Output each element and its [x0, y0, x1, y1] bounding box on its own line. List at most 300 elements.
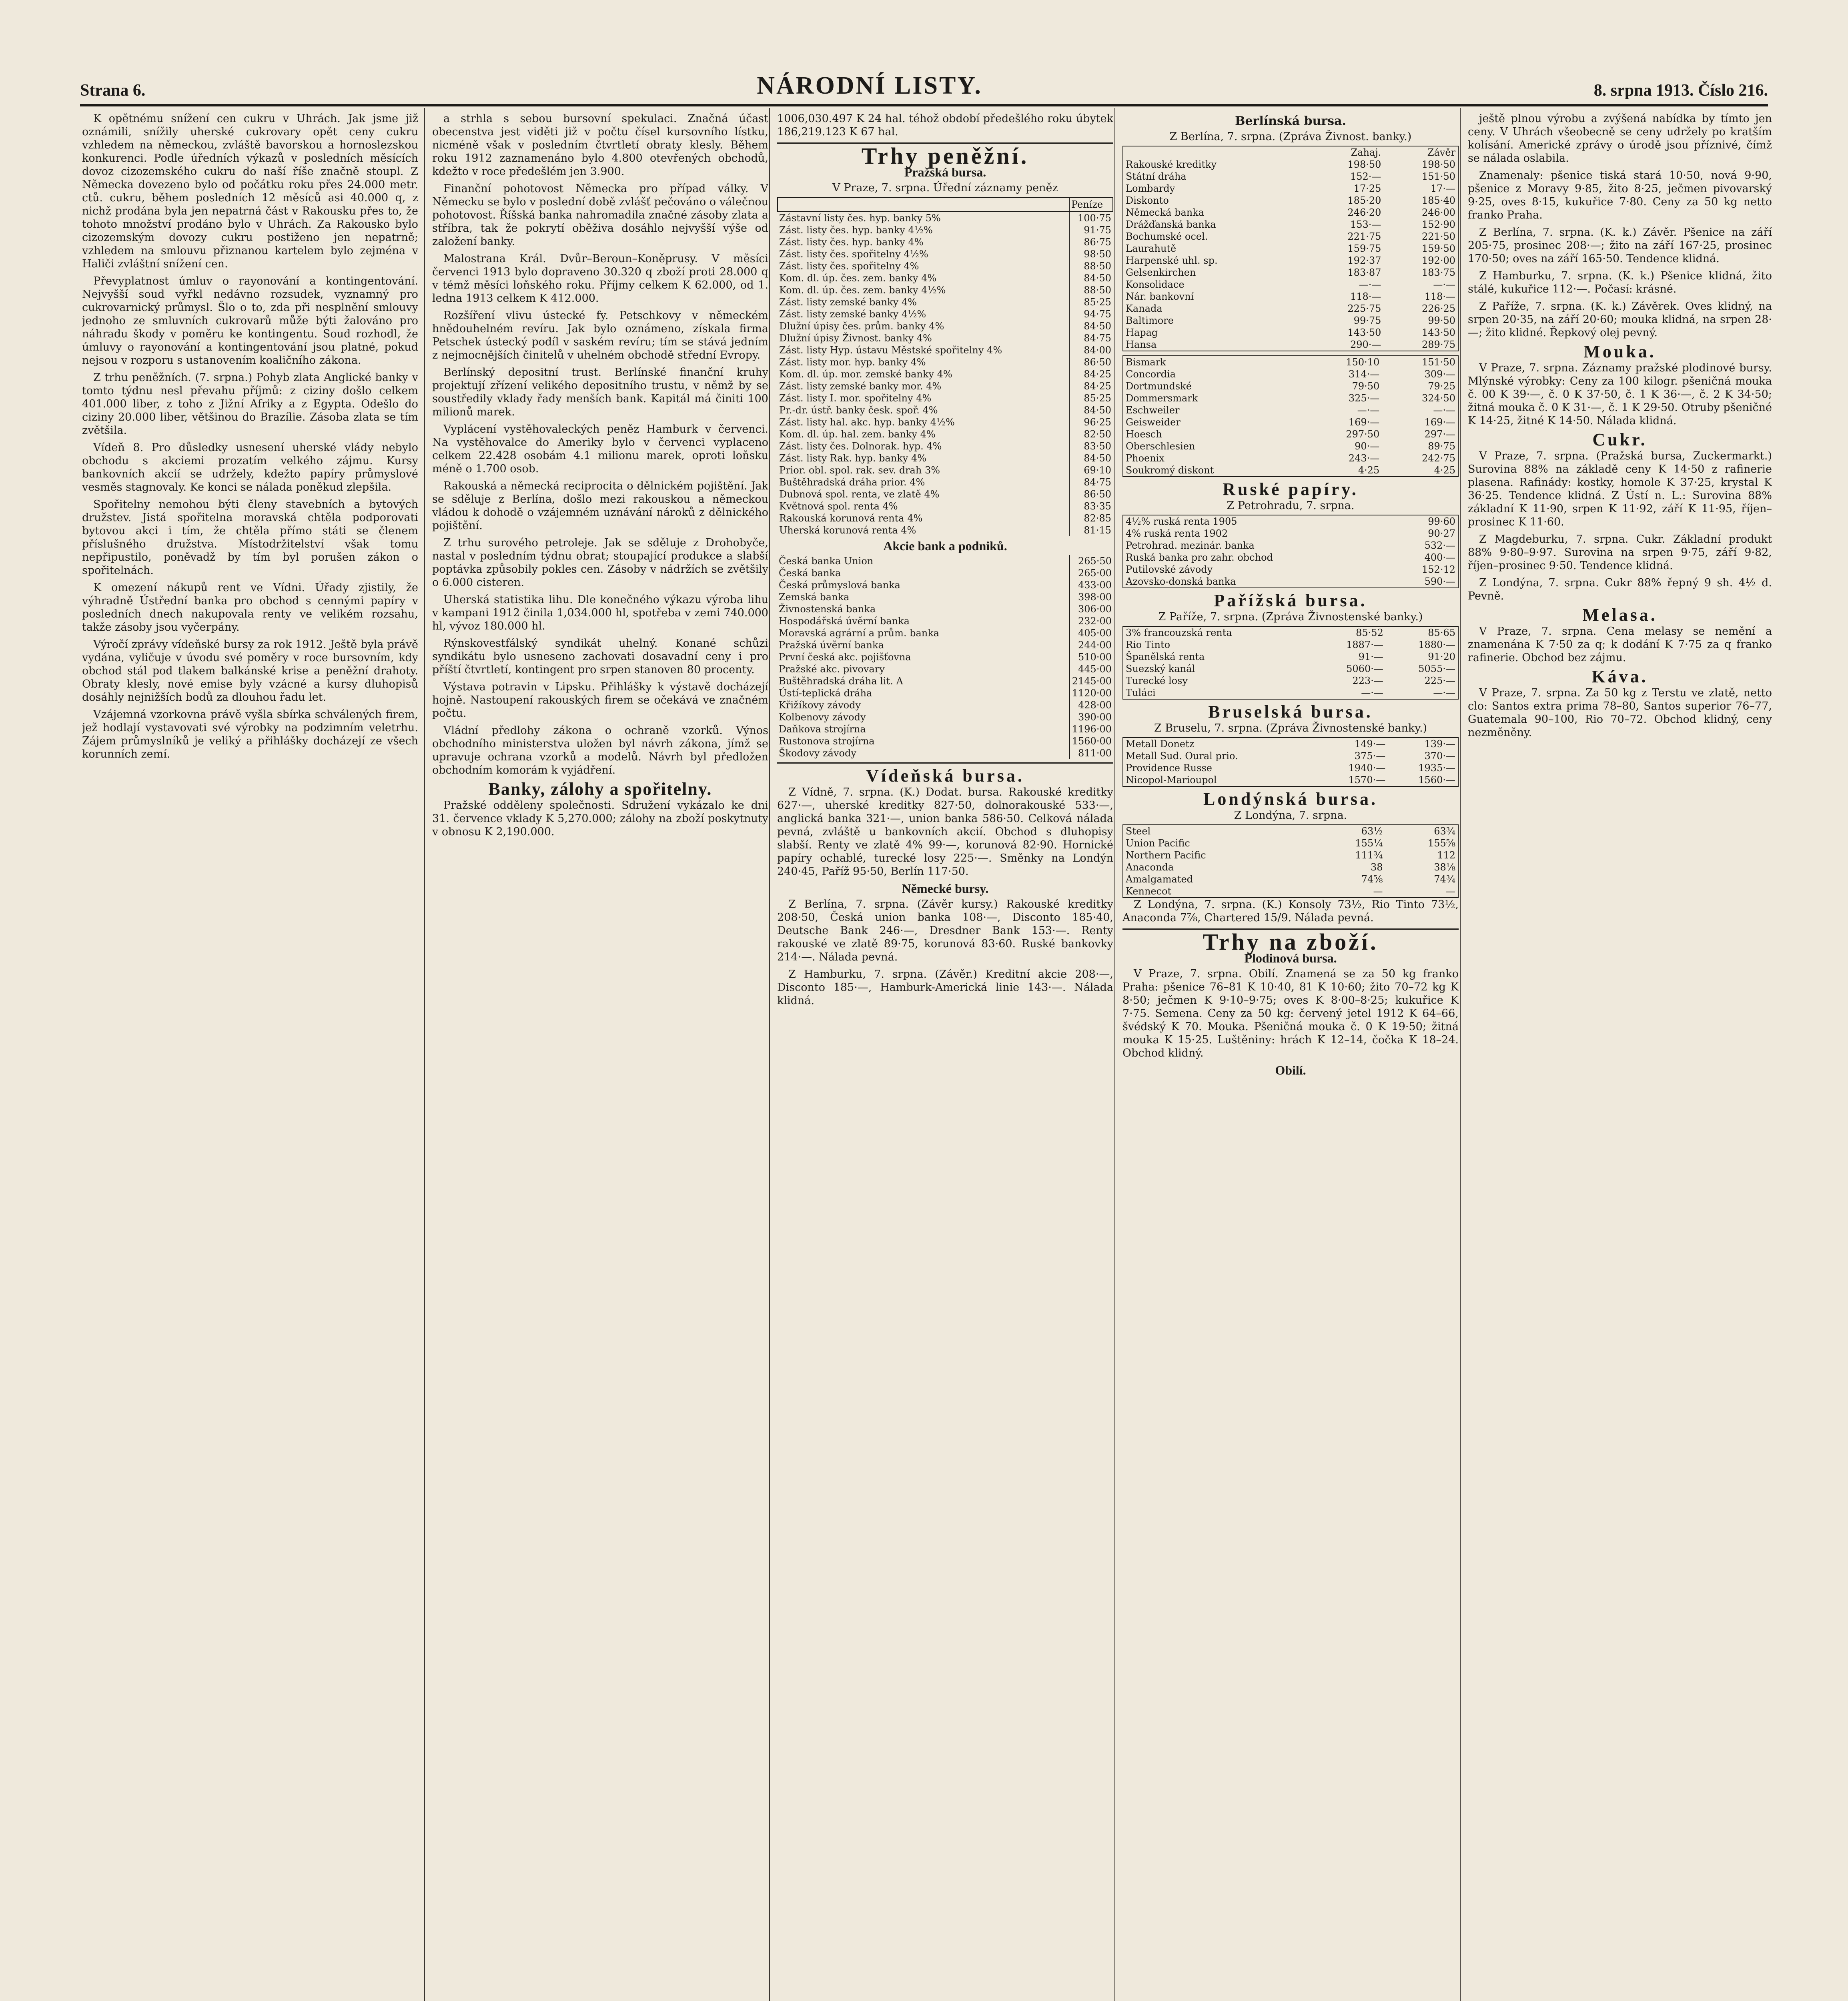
- opening-rate: 325·—: [1348, 393, 1380, 404]
- security-name: Diskonto: [1126, 195, 1169, 206]
- table-row: [1123, 158, 1458, 170]
- table-row: [778, 260, 1113, 272]
- table-row: [778, 464, 1113, 476]
- security-name: 4% ruská renta 1902: [1126, 528, 1228, 539]
- table-row: [777, 555, 1113, 567]
- rate-value: 99·60: [1428, 516, 1455, 527]
- table-row: [1123, 327, 1458, 339]
- security-name: Bochumské ocel.: [1126, 231, 1208, 242]
- table-row: [1123, 392, 1458, 404]
- table-row: [1123, 861, 1458, 873]
- rate-value: 88·50: [1069, 260, 1113, 272]
- table-row: [1123, 416, 1458, 428]
- security-name: Hapag: [1126, 327, 1158, 338]
- opening-rate: 149·—: [1354, 738, 1386, 750]
- rate-value: 84·25: [1069, 368, 1113, 380]
- security-name: Phoenix: [1126, 453, 1165, 464]
- opening-rate: 143·50: [1347, 327, 1381, 338]
- security-name: Kennecot: [1126, 886, 1172, 897]
- column-3: [777, 112, 1113, 2001]
- opening-rate: 192·37: [1347, 255, 1381, 266]
- table-row: [1123, 315, 1458, 327]
- col-header-money: Peníze: [1069, 197, 1113, 212]
- closing-rate: —·—: [1433, 279, 1455, 290]
- prague-rates-table: [777, 197, 1113, 536]
- table-row: [777, 567, 1113, 579]
- opening-rate: 111¾: [1355, 850, 1383, 861]
- article-rayon-quota: Převyplatnost úmluv o rayonování a kontingentování. Nejvyšší soud vyřkl nedávno rozsudek, vyznamný pro cukrovarnický průmysl. Šlo o to, zda při nesplnění smlouvy jednoho ze smluvních cukrovarů může býti žalováno pro náhradu škody v poměru ke kontingentu. Soud rozhodl, že úmluvy o rayonování a kontingentování jsou platné, pokud nejsou v rozporu s ustanovením koaličního zákona.: [82, 275, 418, 367]
- table-row: [778, 284, 1113, 296]
- table-row: [1123, 368, 1458, 380]
- rate-value: 85·25: [1069, 392, 1113, 404]
- col-header-open: Zahaj.: [1351, 147, 1381, 158]
- table-row: [1123, 515, 1458, 527]
- opening-rate: 85·52: [1356, 627, 1383, 638]
- shares-heading: Akcie bank a podniků.: [883, 539, 1007, 553]
- security-name: Živnostenská banka: [779, 604, 876, 615]
- rate-value: 84·25: [1069, 380, 1113, 392]
- prague-exchange-subtitle: V Praze, 7. srpna. Úřední záznamy peněz: [832, 182, 1058, 194]
- rate-value: 82·85: [1069, 512, 1113, 524]
- paris-rates-table: [1122, 626, 1459, 700]
- article-petschek: Rozšíření vlivu ústecké fy. Petschkovy v německém hnědouhelném revíru. Jak bylo oznámeno, získala firma Petschek ústecký podíl v saském revíru; tím se stává jedním z nejmocnějších činitelů v uhelném obchodě střední Evropy.: [432, 309, 768, 361]
- security-name: Zást. listy zemské banky 4½%: [779, 309, 926, 320]
- security-name: Zást. listy zemské banky mor. 4%: [779, 381, 942, 392]
- prague-exchange-heading: Pražská bursa.: [904, 165, 986, 179]
- rate-value: 306·00: [1070, 603, 1113, 615]
- opening-rate: 223·—: [1352, 675, 1383, 686]
- table-row: [777, 615, 1113, 627]
- column-divider: [769, 108, 770, 2001]
- security-name: Dommersmark: [1126, 393, 1198, 404]
- security-name: Drážďanská banka: [1126, 219, 1216, 230]
- security-name: Německá banka: [1126, 207, 1205, 218]
- table-row: [1123, 303, 1458, 315]
- opening-rate: 4·25: [1358, 465, 1380, 476]
- table-row: [1123, 527, 1458, 539]
- table-row: [778, 380, 1113, 392]
- security-name: Nár. bankovní: [1126, 291, 1194, 302]
- closing-rate: 151·50: [1422, 171, 1455, 182]
- security-name: Rio Tinto: [1126, 639, 1171, 650]
- security-name: Buštěhradská dráha prior. 4%: [779, 477, 925, 488]
- table-row: [1123, 356, 1458, 368]
- security-name: Bismark: [1126, 357, 1166, 368]
- article-flour: V Praze, 7. srpna. Záznamy pražské plodinové bursy. Mlýnské výrobky: Ceny za 100 kilogr. pšeničná mouka č. 00 K 39·—, č. 0 K 37·50, č. 1 K 36·—, č. 2 K 34·50; žitná mouka č. 0 K 31·—, č. 1 K 29·50. Otruby pšeničné K 14·25, žitné K 14·50. Nálada klidná.: [1468, 362, 1772, 427]
- security-name: Anaconda: [1126, 862, 1174, 873]
- column-5: [1468, 112, 1772, 2001]
- security-name: Křižíkovy závody: [779, 700, 861, 711]
- table-row: [777, 687, 1113, 699]
- russian-rates-table: [1122, 515, 1459, 588]
- table-row: [778, 452, 1113, 464]
- article-vienna-exchange-report: Výročí zprávy vídeňské bursy za rok 1912. Ještě byla právě vydána, vyličuje v úvodu své poměry v roce bursovním, kdy obchod stál pod tlakem balkánské krise a peněžní drahoty. Obraty klesly, nové emise byly vzácné a kursy dluhopisů dosáhly nejnižších bodů za dlouhou řadu let.: [82, 638, 418, 704]
- article-hamburg-grain: Z Hamburku, 7. srpna. (K. k.) Pšenice klidná, žito stálé, kukuřice 112·—. Počasí: krásné.: [1468, 270, 1772, 295]
- security-name: Baltimore: [1126, 315, 1174, 326]
- security-name: Dlužní úpisy Živnost. banky 4%: [779, 333, 932, 344]
- security-name: Metall Donetz: [1126, 738, 1195, 750]
- table-row: [777, 579, 1113, 591]
- article-paris-grain: Z Paříže, 7. srpna. (K. k.) Závěrek. Oves klidný, na srpen 20·35, na září 20·60; mouka klidná, na srpen 28·—; žito klidné. Řepkový olej pevný.: [1468, 300, 1772, 339]
- table-row: [1123, 626, 1458, 639]
- table-row: [1123, 182, 1458, 194]
- table-row: [1123, 404, 1458, 416]
- rate-value: 69·10: [1069, 464, 1113, 476]
- table-row: [1123, 551, 1458, 563]
- article-vienna: Vídeň 8. Pro důsledky usnesení uherské vlády nebylo obchodu s akciemi prozatím velkého zájmu. Kursy bankovních akcií se udržely, kdežto papíry průmyslové vesměs stagnovaly. Ke konci se nálada poněkud zlepšila.: [82, 441, 418, 493]
- article-berlin-trust: Berlínský depositní trust. Berlínské finanční kruhy projektují zřízení velikého depositního trustu, v němž by se soustředily vklady řady menších bank. Kapitál má činiti 100 milionů marek.: [432, 366, 768, 418]
- security-name: Španělská renta: [1126, 651, 1205, 662]
- paris-exchange-subtitle: Z Paříže, 7. srpna. (Zpráva Živnostenské banky.): [1158, 611, 1423, 623]
- rate-value: 1196·00: [1070, 723, 1113, 735]
- rate-value: 445·00: [1070, 663, 1113, 675]
- article-sugar-magdeburg: Z Magdeburku, 7. srpna. Cukr. Základní produkt 88% 9·80–9·97. Surovina na srpen 9·75, září 9·82, říjen–prosinec 9·50. Tendence klidná.: [1468, 533, 1772, 572]
- table-row: [777, 639, 1113, 651]
- table-row: [1123, 452, 1458, 464]
- london-rates-table: [1122, 824, 1459, 898]
- molasses-heading: Melasa.: [1582, 605, 1658, 625]
- security-name: Tuláci: [1126, 687, 1156, 698]
- opening-rate: 74⅝: [1361, 874, 1383, 885]
- section-heading-banks: Banky, zálohy a spořitelny.: [488, 779, 712, 799]
- column-divider: [1114, 108, 1115, 2001]
- opening-rate: 118·—: [1350, 291, 1381, 302]
- opening-rate: 198·50: [1347, 159, 1381, 170]
- rate-value: 86·75: [1069, 236, 1113, 248]
- rate-value: 84·75: [1069, 332, 1113, 344]
- closing-rate: 74¾: [1434, 874, 1455, 885]
- vienna-exchange-heading: Vídeňská bursa.: [866, 766, 1024, 786]
- closing-rate: 192·00: [1422, 255, 1455, 266]
- security-name: Oberschlesien: [1126, 441, 1195, 452]
- security-name: Zást. listy Hyp. ústavu Městské spořitelny 4%: [779, 345, 1002, 356]
- security-name: Rakouská korunová renta 4%: [779, 513, 923, 524]
- security-name: Nicopol-Marioupol: [1126, 774, 1217, 786]
- table-row: [778, 344, 1113, 356]
- rate-value: 100·75: [1069, 212, 1113, 224]
- opening-rate: 297·50: [1346, 429, 1380, 440]
- table-row: [778, 224, 1113, 236]
- rate-value: 152·12: [1422, 564, 1455, 575]
- security-name: Škodovy závody: [779, 748, 856, 759]
- closing-rate: 309·—: [1424, 369, 1455, 380]
- security-name: Rustonova strojírna: [779, 736, 875, 747]
- opening-rate: 221·75: [1347, 231, 1381, 242]
- opening-rate: —·—: [1359, 279, 1381, 290]
- berlin-exchange-text: Z Berlína, 7. srpna. (Závěr kursy.) Rakouské kreditky 208·50, Česká union banka 108·—, Disconto 185·40, Deutsche Bank 246·—, Dresdner Bank 153·—. Renty rakouské ve zlatě 89·75, korunová 83·60. Ruské bankovky 214·—. Nálada pevná.: [777, 898, 1113, 963]
- table-row: [1123, 279, 1458, 291]
- column-divider: [424, 108, 425, 2001]
- table-row: [1123, 219, 1458, 231]
- article-petroleum: Z trhu surového petroleje. Jak se sděluje z Drohobyče, nastal v posledním týdnu obrat; stoupající produkce a slabší poptávka způsobily pokles cen. Zásoby v nádržích se zvětšily o 6.000 cisteren.: [432, 537, 768, 589]
- coffee-heading: Káva.: [1591, 667, 1648, 686]
- security-name: Rakouské kreditky: [1126, 159, 1217, 170]
- security-name: Pr.-dr. ústř. banky česk. spoř. 4%: [779, 405, 938, 416]
- security-name: Eschweiler: [1126, 405, 1180, 416]
- security-name: Pražská úvěrní banka: [779, 640, 884, 651]
- article-food-exhibition: Výstava potravin v Lipsku. Přihlášky k výstavě docházejí hojně. Nastoupení rakouských firem se očekává ve značném počtu.: [432, 681, 768, 720]
- security-name: Uherská korunová renta 4%: [779, 525, 916, 536]
- rate-value: 85·25: [1069, 296, 1113, 308]
- closing-rate: 17·—: [1430, 183, 1455, 194]
- rate-value: 390·00: [1070, 711, 1113, 723]
- article-coal-syndicate: Rýnskovestfálský syndikát uhelný. Konané schůzi syndikátu bylo usneseno zachovati dosavadní ceny i pro příští čtvrtletí, kontingent pro srpen stanoven 80 procenty.: [432, 637, 768, 676]
- table-row: [1123, 539, 1458, 551]
- table-row: [1123, 231, 1458, 243]
- security-name: Zást. listy I. mor. spořitelny 4%: [779, 393, 932, 404]
- rate-value: 86·50: [1069, 488, 1113, 500]
- table-row: [778, 212, 1113, 224]
- table-row: [778, 488, 1113, 500]
- security-name: Metall Sud. Oural prio.: [1126, 750, 1238, 762]
- closing-rate: 226·25: [1422, 303, 1455, 314]
- closing-rate: 289·75: [1422, 339, 1455, 350]
- page-number: Strana 6.: [80, 81, 146, 100]
- column-divider: [1460, 108, 1461, 2001]
- opening-rate: 99·75: [1353, 315, 1381, 326]
- opening-rate: —: [1373, 886, 1383, 897]
- closing-rate: 185·40: [1422, 195, 1455, 206]
- rate-value: 265·50: [1070, 555, 1113, 567]
- rate-value: 2145·00: [1070, 675, 1113, 687]
- security-name: Steel: [1126, 826, 1151, 837]
- opening-rate: 314·—: [1348, 369, 1380, 380]
- german-exchanges-heading: Německé bursy.: [902, 881, 989, 896]
- security-name: Petrohrad. mezinár. banka: [1126, 540, 1255, 551]
- security-name: 4½% ruská renta 1905: [1126, 516, 1237, 527]
- article-money-markets: Z trhu peněžních. (7. srpna.) Pohyb zlata Anglické banky v tomto týdnu nesl převahu příjmů: z ciziny došlo celkem 401.000 liber, z toho z Jižní Afriky a z Egypta. Odešlo do ciziny 20.000 liber, většinou do Brazílie. Zásoba zlata se tím zvětšila.: [82, 371, 418, 437]
- closing-rate: 225·—: [1424, 675, 1455, 686]
- opening-rate: 90·—: [1355, 441, 1380, 452]
- rate-value: 86·50: [1069, 356, 1113, 368]
- article-coffee: V Praze, 7. srpna. Za 50 kg z Terstu ve zlatě, netto clo: Santos extra prima 78–80, Santos superior 76–77, Guatemala 90–100, Rio 70–72. Obchod klidný, ceny nezměněny.: [1468, 687, 1772, 739]
- security-name: Soukromý diskont: [1126, 465, 1214, 476]
- closing-rate: 242·75: [1422, 453, 1455, 464]
- article-molasses: V Praze, 7. srpna. Cena melasy se nemění a znamenána K 7·50 za q; k dodání K 7·75 za q franko rafinerie. Obchod bez zájmu.: [1468, 625, 1772, 664]
- closing-rate: 324·50: [1422, 393, 1455, 404]
- opening-rate: 159·75: [1347, 243, 1381, 254]
- opening-rate: 185·20: [1347, 195, 1381, 206]
- closing-rate: 118·—: [1424, 291, 1455, 302]
- opening-rate: —·—: [1361, 687, 1383, 698]
- col-header-close: Závěr: [1427, 147, 1455, 158]
- table-row: [1123, 243, 1458, 255]
- security-name: Zást. listy Rak. hyp. banky 4%: [779, 453, 927, 464]
- table-row: [1123, 291, 1458, 303]
- table-row: [777, 735, 1113, 747]
- security-name: Kom. dl. úp. mor. zemské banky 4%: [779, 369, 952, 380]
- security-name: Harpenské uhl. sp.: [1126, 255, 1218, 266]
- table-row: [777, 663, 1113, 675]
- table-row: [1123, 687, 1458, 699]
- security-name: Zást. listy čes. spořitelny 4½%: [779, 249, 928, 260]
- closing-rate: 1880·—: [1418, 639, 1455, 650]
- article-berlin-grain: Z Berlína, 7. srpna. (K. k.) Závěr. Pšenice na září 205·75, prosinec 208·—; žito na září 167·25, prosinec 170·50; oves na září 165·50. Tendence klidná.: [1468, 226, 1772, 265]
- closing-rate: 221·50: [1422, 231, 1455, 242]
- table-row: [1123, 255, 1458, 267]
- table-row: [778, 512, 1113, 524]
- opening-rate: 169·—: [1348, 417, 1380, 428]
- closing-rate: 297·—: [1424, 429, 1455, 440]
- opening-rate: 183·87: [1347, 267, 1381, 278]
- opening-rate: 243·—: [1348, 453, 1380, 464]
- london-exchange-heading: Londýnská bursa.: [1203, 789, 1378, 809]
- closing-rate: 370·—: [1424, 750, 1455, 762]
- shares-table: [777, 555, 1113, 759]
- opening-rate: 5060·—: [1346, 663, 1383, 674]
- closing-rate: 1560·—: [1418, 774, 1455, 786]
- table-row: [778, 332, 1113, 344]
- closing-rate: —·—: [1433, 687, 1455, 698]
- lead-line: 1006,030.497 K 24 hal. téhož období předešlého roku úbytek 186,219.123 K 67 hal.: [777, 112, 1113, 138]
- table-row: [1123, 762, 1458, 774]
- sugar-heading: Cukr.: [1592, 430, 1648, 449]
- security-name: Laurahutě: [1126, 243, 1177, 254]
- opening-rate: 1940·—: [1348, 762, 1386, 774]
- opening-rate: 1887·—: [1346, 639, 1383, 650]
- closing-rate: 169·—: [1424, 417, 1455, 428]
- opening-rate: 91·—: [1358, 651, 1383, 662]
- closing-rate: 112: [1437, 850, 1455, 861]
- closing-rate: 38⅛: [1434, 862, 1455, 873]
- table-row: [1123, 639, 1458, 651]
- closing-rate: —·—: [1433, 405, 1455, 416]
- table-row: [778, 248, 1113, 260]
- rate-value: 84·50: [1069, 320, 1113, 332]
- article-savings-society: Pražské odděleny společnosti. Sdružení vykázalo ke dni 31. července vklady K 5,270.000; zálohy na zboží poskytnuty v obnosu K 2,190.000.: [432, 799, 768, 838]
- table-row: [1123, 563, 1458, 575]
- security-name: Zást. listy čes. Dolnorak. hyp. 4%: [779, 441, 942, 452]
- security-name: Putilovské závody: [1126, 564, 1213, 575]
- table-row: [777, 747, 1113, 759]
- rate-value: 82·50: [1069, 428, 1113, 440]
- security-name: Dortmundské: [1126, 381, 1192, 392]
- security-name: Gelsenkirchen: [1126, 267, 1196, 278]
- table-row: [1123, 675, 1458, 687]
- article-grain-supply: ještě plnou výrobu a zvýšená nabídka by tímto jen ceny. V Uhrách všeobecně se ceny udržely po kratším kolísání. Americké zprávy o úrodě jsou příznivé, čímž se nálada oslabila.: [1468, 112, 1772, 164]
- vienna-exchange-text: Z Vídně, 7. srpna. (K.) Dodat. bursa. Rakouské kreditky 627·—, uherské kreditky 827·50, dolnorakouské 533·—, anglická banka 321·—, union banka 586·50. Celková nálada pevná, zvláště u bankovních akcií. Obchod s dluhopisy slabší. Renty ve zlatě 4% 99·—, korunová 82·90. Hornické papíry ochablé, turecké losy 225·—. Směnky na Londýn 240·45, Paříž 95·50, Berlín 117·50.: [777, 786, 1113, 878]
- opening-rate: 152·—: [1350, 171, 1381, 182]
- closing-rate: 152·90: [1422, 219, 1455, 230]
- closing-rate: 183·75: [1422, 267, 1455, 278]
- security-name: Lombardy: [1126, 183, 1175, 194]
- table-row: [778, 272, 1113, 284]
- rate-value: 265·00: [1070, 567, 1113, 579]
- security-name: 3% francouzská renta: [1126, 627, 1232, 638]
- article-savings-banks: Spořitelny nemohou býti členy stavebních a bytových družstev. Jistá spořitelna moravská chtěla podporovati bytovou akci i tím, že chtěla přímo státi se členem příslušného družstva. Místodržitelství však tomu nepřipustilo, poněvadž by tím byl porušen zákon o spořitelnách.: [82, 498, 418, 577]
- security-name: Turecké losy: [1126, 675, 1188, 686]
- table-row: [1123, 873, 1458, 885]
- security-name: Azovsko-donská banka: [1126, 576, 1236, 587]
- article-local-railway: Malostrana Král. Dvůr–Beroun–Koněprusy. V měsíci červenci 1913 bylo dopraveno 30.320 q zboží proti 28.000 q v témž měsíci loňského roku. Příjmy celkem K 62.000, od 1. ledna 1913 celkem K 412.000.: [432, 253, 768, 305]
- rate-value: 532·—: [1424, 540, 1455, 551]
- table-row: [778, 404, 1113, 416]
- opening-rate: 153·—: [1350, 219, 1381, 230]
- closing-rate: 85·65: [1428, 627, 1455, 638]
- closing-rate: —: [1446, 886, 1455, 897]
- closing-rate: 198·50: [1422, 159, 1455, 170]
- berlin-mining-table: [1122, 355, 1459, 477]
- rate-value: 244·00: [1070, 639, 1113, 651]
- opening-rate: 155¼: [1355, 838, 1383, 849]
- rate-value: 428·00: [1070, 699, 1113, 711]
- opening-rate: 63½: [1361, 826, 1383, 837]
- rule: [777, 762, 1113, 764]
- rate-value: 98·50: [1069, 248, 1113, 260]
- security-name: Dlužní úpisy čes. prům. banky 4%: [779, 321, 944, 332]
- table-row: [778, 524, 1113, 536]
- closing-rate: 5055·—: [1418, 663, 1455, 674]
- security-name: Hoesch: [1126, 429, 1162, 440]
- table-row: [1123, 651, 1458, 663]
- closing-rate: 89·75: [1428, 441, 1455, 452]
- opening-rate: 246·20: [1347, 207, 1381, 218]
- berlin-rates-table: [1122, 146, 1459, 351]
- table-row: [1123, 663, 1458, 675]
- security-name: Kanada: [1126, 303, 1163, 314]
- column-1: [82, 112, 418, 2001]
- newspaper-title: NÁRODNÍ LISTY.: [757, 72, 982, 99]
- security-name: Daňkova strojírna: [779, 724, 866, 735]
- table-row: [778, 296, 1113, 308]
- article-sugar-london: Z Londýna, 7. srpna. Cukr 88% řepný 9 sh. 4½ d. Pevně.: [1468, 577, 1772, 602]
- rate-value: 84·75: [1069, 476, 1113, 488]
- rate-value: 590·—: [1424, 576, 1455, 587]
- security-name: Česká banka Union: [779, 555, 874, 567]
- table-row: [1123, 194, 1458, 207]
- table-row: [1123, 464, 1458, 477]
- table-row: [1123, 750, 1458, 762]
- closing-rate: 4·25: [1434, 465, 1455, 476]
- table-row: [778, 308, 1113, 320]
- opening-rate: 150·10: [1346, 357, 1380, 368]
- security-name: Moravská agrární a prům. banka: [779, 628, 940, 639]
- table-row: [1123, 267, 1458, 279]
- security-name: Květnová spol. renta 4%: [779, 501, 898, 512]
- opening-rate: —·—: [1357, 405, 1380, 416]
- table-row: [1123, 774, 1458, 786]
- opening-rate: 38: [1370, 862, 1383, 873]
- rate-value: 88·50: [1069, 284, 1113, 296]
- russian-papers-subtitle: Z Petrohradu, 7. srpna.: [1227, 499, 1355, 512]
- rate-value: 405·00: [1070, 627, 1113, 639]
- table-row: [1123, 837, 1458, 849]
- rate-value: 96·25: [1069, 416, 1113, 428]
- grain-heading: Obilí.: [1275, 1063, 1306, 1077]
- article-spirits-statistics: Uherská statistika lihu. Dle konečného výkazu výroba lihu v kampani 1912 činila 1,034.000 hl, spotřeba v zemi 740.000 hl, vývoz 180.000 hl.: [432, 593, 768, 632]
- brussels-rates-table: [1122, 737, 1459, 787]
- table-row: [777, 723, 1113, 735]
- closing-rate: 246·00: [1422, 207, 1455, 218]
- closing-rate: 91·20: [1428, 651, 1455, 662]
- rate-value: 84·50: [1069, 452, 1113, 464]
- security-name: Státní dráha: [1126, 171, 1187, 182]
- table-row: [1123, 885, 1458, 898]
- paris-exchange-heading: Pařížská bursa.: [1214, 591, 1367, 610]
- flour-heading: Mouka.: [1583, 342, 1656, 361]
- closing-rate: 151·50: [1422, 357, 1455, 368]
- issue-date: 8. srpna 1913. Číslo 216.: [1593, 81, 1768, 100]
- table-row: [1123, 380, 1458, 392]
- article-insurance-reciprocity: Rakouská a německá reciprocita o dělnickém pojištění. Jak se sděluje z Berlína, došlo mezi rakouskou a německou vládou k dohodě o vzájemném uznávání nároků z dělnického pojištění.: [432, 480, 768, 532]
- column-4: [1122, 112, 1459, 2001]
- closing-rate: 1935·—: [1418, 762, 1455, 774]
- produce-exchange-heading: Plodinová bursa.: [1244, 951, 1337, 965]
- security-name: Prior. obl. spol. rak. sev. drah 3%: [779, 465, 940, 476]
- rate-value: 1560·00: [1070, 735, 1113, 747]
- article-sugar-prices: K opětnému snížení cen cukru v Uhrách. Jak jsme již oznámili, snížily uherské cukrovary opět ceny cukru vzhledem na německou, zvláště bavorskou a hornoslezskou konkurenci. Podle úředních výkazů v posledních měsících dovoz cizozemského cukru do naší říše značně stoupl. Z Německa dovezeno bylo od počátku roku přes 24.000 metr. ctů. cukru, během posledních 12 měsíců asi 40.000 q, z nichž prodána byla jen nepatrná část v Rakousku přes to, že tohoto množství prodáno bylo v Uhrách. Za Rakousko bylo cizozemským dovozy cukru postiženo jen nepatrně; vzhledem na smlouvu přiznanou kartelem bylo zejména v Haliči zvláštní snížení cen.: [82, 112, 418, 270]
- closing-rate: 99·50: [1428, 315, 1455, 326]
